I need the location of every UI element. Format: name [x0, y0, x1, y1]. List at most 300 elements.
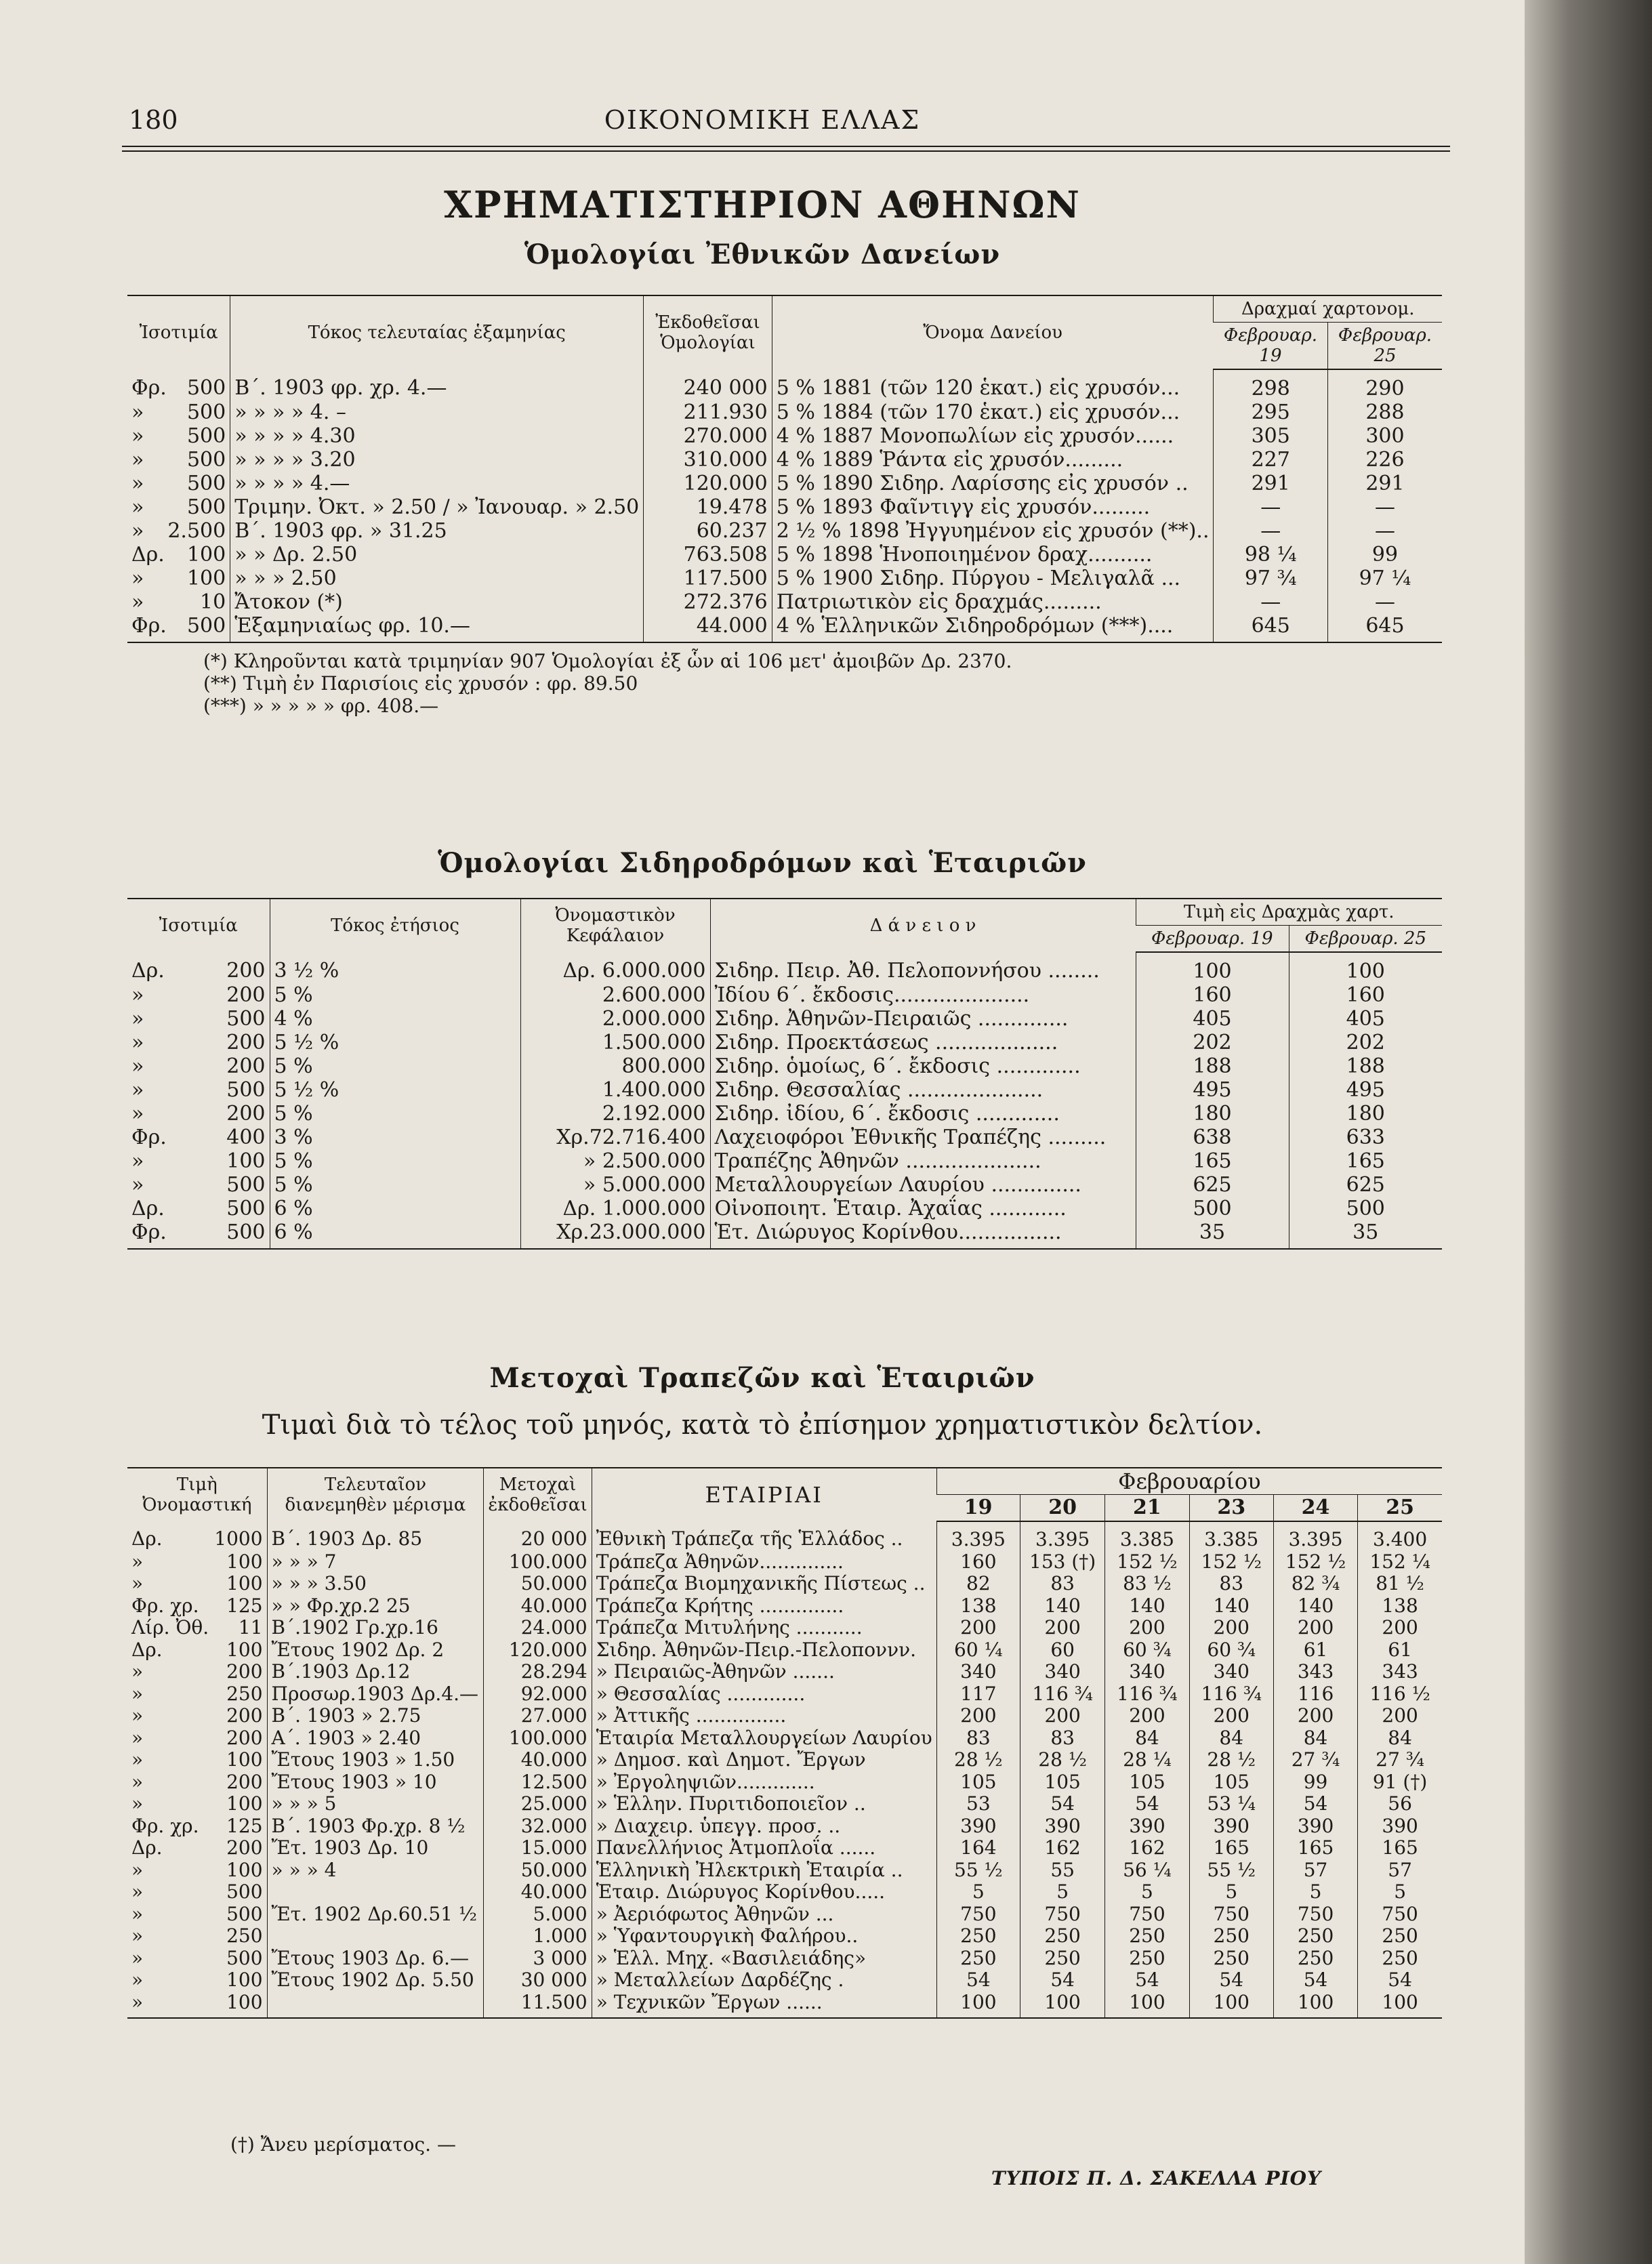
company-name-cell: » Ἑλλην. Πυριτιδοποιεῖον ..: [592, 1793, 936, 1815]
price-cell: 165: [1273, 1837, 1357, 1859]
tokos-cell: 5 ½ %: [270, 1078, 520, 1102]
table-row: [127, 1007, 1442, 1031]
tokos-cell: » » » 2.50: [230, 567, 644, 590]
ekdothisai-cell: 240 000: [644, 369, 772, 400]
loan-name-cell: Ἰδίου 6΄. ἔκδοσις.....................: [710, 983, 1136, 1007]
nominal-value: 500: [226, 1220, 266, 1244]
tokos-cell: Ἄτοκον (*): [230, 590, 644, 614]
shares-issued-cell: 100.000: [484, 1727, 592, 1750]
table-row: [127, 1793, 1442, 1815]
nominal-value-cell: [127, 1639, 267, 1662]
nominal-value-cell: [127, 1617, 267, 1639]
nominal-value: 500: [186, 614, 226, 638]
footnote: (***) » » » » » φρ. 408.—: [203, 695, 439, 717]
price-cell: 250: [1189, 1925, 1273, 1948]
price-cell: 140: [1273, 1595, 1357, 1618]
price-cell: 160: [936, 1551, 1020, 1573]
price-cell: 495: [1136, 1078, 1289, 1102]
company-name-cell: » Ἐργοληψιῶν.............: [592, 1771, 936, 1794]
price-cell: 27 ¾: [1273, 1749, 1357, 1771]
tokos-cell: Ἑξαμηνιαίως φρ. 10.—: [230, 614, 644, 642]
nominal-value-cell: [127, 1705, 267, 1727]
ekdothisai-cell: 763.508: [644, 543, 772, 567]
price-cell: 55 ½: [936, 1859, 1020, 1882]
currency: Φρ.: [131, 614, 167, 638]
capital-cell: » 5.000.000: [520, 1173, 710, 1197]
nominal-value-cell: [127, 983, 270, 1007]
tokos-cell: 6 %: [270, 1220, 520, 1249]
price-cell: 390: [936, 1815, 1020, 1838]
price-cell: 152 ½: [1273, 1551, 1357, 1573]
table-row: [127, 1749, 1442, 1771]
nominal-value: 200: [226, 983, 266, 1007]
col-day: 24: [1273, 1495, 1357, 1522]
tokos-cell: Τριμην. Ὀκτ. » 2.50 / » Ἰανουαρ. » 2.50: [230, 495, 644, 519]
ekdothisai-cell: 44.000: [644, 614, 772, 642]
shares-issued-cell: 28.294: [484, 1661, 592, 1683]
price-cell: 54: [1020, 1969, 1105, 1992]
price-cell: 83: [1020, 1573, 1105, 1595]
section3-intro: Τιμαὶ διὰ τὸ τέλος τοῦ μηνός, κατὰ τὸ ἐπίσημον χρηματιστικὸν δελτίον.: [262, 1409, 1263, 1441]
loan-name-cell: Πατριωτικὸν εἰς δραχμάς.........: [772, 590, 1214, 614]
table-row: [127, 1197, 1442, 1220]
nominal-value: 400: [226, 1126, 266, 1149]
nominal-value-cell: [127, 1727, 267, 1750]
price-cell: 750: [1358, 1903, 1442, 1926]
price-cell: 625: [1289, 1173, 1442, 1197]
price-cell: 645: [1214, 614, 1327, 642]
price-cell: 200: [1358, 1705, 1442, 1727]
shares-issued-cell: 27.000: [484, 1705, 592, 1727]
currency: »: [131, 1682, 144, 1705]
table-row: [127, 1969, 1442, 1992]
nominal-value: 1000: [214, 1527, 263, 1550]
table-row: [127, 1815, 1442, 1838]
price-cell: 300: [1327, 424, 1442, 448]
price-cell: 298: [1214, 369, 1327, 400]
nominal-value-cell: [127, 1925, 267, 1948]
header-rule: [122, 150, 1450, 152]
nominal-value-cell: [127, 1881, 267, 1903]
price-cell: 340: [1189, 1661, 1273, 1683]
col-isotimia: Ἰσοτιμία: [127, 295, 230, 369]
price-cell: 3.385: [1105, 1521, 1189, 1551]
loan-name-cell: 5 % 1893 Φαῖντιγγ εἰς χρυσόν.........: [772, 495, 1214, 519]
shares-issued-cell: 20 000: [484, 1521, 592, 1551]
nominal-value-cell: [127, 448, 230, 472]
price-cell: 633: [1289, 1126, 1442, 1149]
nominal-value: 200: [226, 1660, 263, 1683]
loan-name-cell: Ἑτ. Διώρυγος Κορίνθου................: [710, 1220, 1136, 1249]
nominal-value-cell: [127, 1683, 267, 1706]
dividend-cell: » » Φρ.χρ.2 25: [267, 1595, 484, 1618]
price-cell: 405: [1136, 1007, 1289, 1031]
loan-name-cell: 5 % 1890 Σιδηρ. Λαρίσσης εἰς χρυσόν ..: [772, 472, 1214, 495]
section3-subtitle: Μετοχαὶ Τραπεζῶν καὶ Ἑταιριῶν: [489, 1362, 1035, 1394]
currency: Φρ.: [131, 376, 167, 400]
tokos-cell: » » » » 4.—: [230, 472, 644, 495]
price-cell: 56: [1358, 1793, 1442, 1815]
price-cell: 291: [1214, 472, 1327, 495]
table-row: [127, 1054, 1442, 1078]
price-cell: 100: [1289, 952, 1442, 983]
tokos-cell: » » » » 3.20: [230, 448, 644, 472]
company-name-cell: » Τεχνικῶν Ἔργων ......: [592, 1992, 936, 2019]
nominal-value-cell: [127, 1031, 270, 1054]
nominal-value: 200: [226, 1726, 263, 1749]
dividend-cell: Ἔτους 1902 Δρ. 2: [267, 1639, 484, 1662]
company-name-cell: » Ἀττικῆς ...............: [592, 1705, 936, 1727]
loan-name-cell: 4 % 1889 Ῥάντα εἰς χρυσόν.........: [772, 448, 1214, 472]
tokos-cell: 5 %: [270, 1102, 520, 1126]
nominal-value-cell: [127, 590, 230, 614]
shares-issued-cell: 50.000: [484, 1859, 592, 1882]
nominal-value: 200: [226, 1054, 266, 1078]
table-row: [127, 448, 1442, 472]
running-title: ΟΙΚΟΝΟΜΙΚΗ ΕΛΛΑΣ: [604, 105, 921, 135]
price-cell: 250: [1020, 1948, 1105, 1970]
dividend-cell: Ἔτους 1902 Δρ. 5.50: [267, 1969, 484, 1992]
price-cell: 5: [1358, 1881, 1442, 1903]
price-cell: 343: [1273, 1661, 1357, 1683]
price-cell: —: [1327, 590, 1442, 614]
table-row: [127, 590, 1442, 614]
price-cell: 200: [936, 1705, 1020, 1727]
nominal-value: 100: [226, 1638, 263, 1661]
price-cell: 61: [1273, 1639, 1357, 1662]
nominal-value-cell: [127, 1173, 270, 1197]
company-name-cell: » Διαχειρ. ὑπεγγ. προσ. ..: [592, 1815, 936, 1838]
tokos-cell: » » » » 4.30: [230, 424, 644, 448]
nominal-value: 500: [226, 1173, 266, 1197]
table-row: [127, 1126, 1442, 1149]
price-cell: 53 ¼: [1189, 1793, 1273, 1815]
loan-name-cell: 5 % 1898 Ἡνοποιημένον δραχ..........: [772, 543, 1214, 567]
price-cell: 164: [936, 1837, 1020, 1859]
tokos-cell: 3 %: [270, 1126, 520, 1149]
price-cell: 290: [1327, 369, 1442, 400]
price-cell: 250: [1105, 1925, 1189, 1948]
currency: »: [131, 1054, 144, 1078]
price-cell: 500: [1289, 1197, 1442, 1220]
table-row: [127, 1521, 1442, 1551]
col-day: 23: [1189, 1495, 1273, 1522]
price-cell: 54: [1189, 1969, 1273, 1992]
dividend-cell: » » » 7: [267, 1551, 484, 1573]
price-cell: 227: [1214, 448, 1327, 472]
currency: »: [131, 1031, 144, 1054]
table-row: [127, 983, 1442, 1007]
loan-name-cell: 4 % 1887 Μονοπωλίων εἰς χρυσόν......: [772, 424, 1214, 448]
currency: »: [131, 1704, 144, 1727]
col-date1: Φεβρουαρ. 19: [1214, 323, 1327, 370]
shares-issued-cell: 100.000: [484, 1551, 592, 1573]
nominal-value-cell: [127, 1859, 267, 1882]
price-cell: 28 ¼: [1105, 1749, 1189, 1771]
currency: Φρ.: [131, 1126, 167, 1149]
table-row: [127, 1837, 1442, 1859]
price-cell: 100: [1273, 1992, 1357, 2019]
nominal-value: 100: [186, 567, 226, 590]
table-row: [127, 1683, 1442, 1706]
dividend-cell: Β΄.1902 Γρ.χρ.16: [267, 1617, 484, 1639]
capital-cell: 1.400.000: [520, 1078, 710, 1102]
table-row: [127, 1639, 1442, 1662]
price-cell: 84: [1273, 1727, 1357, 1750]
col-ekdothisai: Ἐκδοθεῖσαι Ὁμολογίαι: [644, 295, 772, 369]
nominal-value: 100: [226, 1858, 263, 1881]
currency: »: [131, 1925, 144, 1947]
price-cell: 91 (†): [1358, 1771, 1442, 1794]
price-cell: 200: [936, 1617, 1020, 1639]
nominal-value: 100: [226, 1550, 263, 1573]
nominal-value-cell: [127, 400, 230, 424]
dividend-cell: Προσωρ.1903 Δρ.4.—: [267, 1683, 484, 1706]
nominal-value: 250: [226, 1925, 263, 1947]
col-isotimia: Ἰσοτιμία: [127, 899, 270, 952]
ekdothisai-cell: 120.000: [644, 472, 772, 495]
col-tokos: Τόκος ἐτήσιος: [270, 899, 520, 952]
nominal-value: 500: [186, 472, 226, 495]
price-cell: 250: [1020, 1925, 1105, 1948]
price-cell: 28 ½: [936, 1749, 1020, 1771]
ekdothisai-cell: 117.500: [644, 567, 772, 590]
price-cell: 54: [1105, 1969, 1189, 1992]
tokos-cell: 6 %: [270, 1197, 520, 1220]
price-cell: —: [1327, 519, 1442, 543]
col-kefalaio: Ὀνομαστικὸν Κεφάλαιον: [520, 899, 710, 952]
price-cell: 83: [1189, 1573, 1273, 1595]
shares-issued-cell: 12.500: [484, 1771, 592, 1794]
nominal-value: 500: [226, 1197, 266, 1220]
nominal-value-cell: [127, 369, 230, 400]
capital-cell: » 2.500.000: [520, 1149, 710, 1173]
price-cell: 35: [1289, 1220, 1442, 1249]
price-cell: 138: [1358, 1595, 1442, 1618]
currency: »: [131, 1990, 144, 2013]
col-metoxai: Μετοχαὶ ἐκδοθεῖσαι: [484, 1468, 592, 1521]
price-cell: 105: [936, 1771, 1020, 1794]
nominal-value-cell: [127, 1793, 267, 1815]
price-cell: 83: [1020, 1727, 1105, 1750]
shares-issued-cell: 15.000: [484, 1837, 592, 1859]
price-cell: 250: [936, 1948, 1020, 1970]
shares-issued-cell: 50.000: [484, 1573, 592, 1595]
nominal-value: 500: [226, 1946, 263, 1969]
currency: »: [131, 472, 144, 495]
price-cell: 188: [1136, 1054, 1289, 1078]
dividend-cell: Α΄. 1903 » 2.40: [267, 1727, 484, 1750]
nominal-value: 11: [238, 1616, 263, 1639]
capital-cell: 2.600.000: [520, 983, 710, 1007]
nominal-value: 10: [200, 590, 226, 614]
col-date2: Φεβρουαρ. 25: [1289, 926, 1442, 953]
nominal-value: 125: [226, 1594, 263, 1617]
price-cell: 638: [1136, 1126, 1289, 1149]
price-cell: 60 ¾: [1189, 1639, 1273, 1662]
table-row: [127, 1595, 1442, 1618]
nominal-value-cell: [127, 1815, 267, 1838]
dividend-cell: [267, 1925, 484, 1948]
company-name-cell: Τράπεζα Μιτυλήνης ...........: [592, 1617, 936, 1639]
currency: Δρ.: [131, 543, 165, 567]
price-cell: 100: [1105, 1992, 1189, 2019]
currency: Δρ.: [131, 1638, 163, 1661]
section1-subtitle: Ὁμολογίαι Ἐθνικῶν Δανείων: [524, 239, 1001, 270]
table-row: [127, 1102, 1442, 1126]
price-cell: 295: [1214, 400, 1327, 424]
price-cell: 105: [1189, 1771, 1273, 1794]
currency: »: [131, 519, 144, 543]
price-cell: 60: [1020, 1639, 1105, 1662]
price-cell: 27 ¾: [1358, 1749, 1442, 1771]
nominal-value-cell: [127, 1948, 267, 1970]
loan-name-cell: Τραπέζης Ἀθηνῶν .....................: [710, 1149, 1136, 1173]
nominal-value-cell: [127, 1749, 267, 1771]
loan-name-cell: Οἰνοποιητ. Ἑταιρ. Ἀχαΐας ............: [710, 1197, 1136, 1220]
price-cell: 3.400: [1358, 1521, 1442, 1551]
header-rule: [122, 146, 1450, 147]
ekdothisai-cell: 310.000: [644, 448, 772, 472]
price-cell: 250: [1358, 1948, 1442, 1970]
nominal-value-cell: [127, 1771, 267, 1794]
table-row: [127, 614, 1442, 642]
dividend-cell: Ἔτ. 1902 Δρ.60.51 ½: [267, 1903, 484, 1926]
currency: Φρ. χρ.: [131, 1814, 199, 1837]
col-group-timi: Τιμὴ εἰς Δραχμὰς χαρτ.: [1136, 899, 1442, 926]
price-cell: 83 ½: [1105, 1573, 1189, 1595]
price-cell: 200: [1189, 1617, 1273, 1639]
price-cell: 180: [1136, 1102, 1289, 1126]
shares-issued-cell: 3 000: [484, 1948, 592, 1970]
price-cell: 100: [1020, 1992, 1105, 2019]
ekdothisai-cell: 272.376: [644, 590, 772, 614]
price-cell: 97 ¾: [1214, 567, 1327, 590]
nominal-value: 200: [226, 1031, 266, 1054]
company-name-cell: Τράπεζα Ἀθηνῶν..............: [592, 1551, 936, 1573]
price-cell: 165: [1289, 1149, 1442, 1173]
currency: Φρ.: [131, 1220, 167, 1244]
currency: »: [131, 1858, 144, 1881]
table-row: [127, 1727, 1442, 1750]
nominal-value: 200: [226, 1704, 263, 1727]
price-cell: 750: [1189, 1903, 1273, 1926]
table-row: [127, 1031, 1442, 1054]
nominal-value: 100: [226, 1969, 263, 1991]
price-cell: 750: [936, 1903, 1020, 1926]
book-gutter: [1525, 0, 1652, 2264]
loan-name-cell: 2 ½ % 1898 Ἠγγυημένον εἰς χρυσόν (**)..: [772, 519, 1214, 543]
nominal-value-cell: [127, 472, 230, 495]
currency: »: [131, 1902, 144, 1925]
table-row: [127, 543, 1442, 567]
price-cell: 28 ½: [1189, 1749, 1273, 1771]
price-cell: 54: [1273, 1969, 1357, 1992]
price-cell: 28 ½: [1020, 1749, 1105, 1771]
nominal-value-cell: [127, 1007, 270, 1031]
shares-issued-cell: 32.000: [484, 1815, 592, 1838]
nominal-value: 500: [226, 1007, 266, 1031]
currency: »: [131, 1660, 144, 1683]
currency: »: [131, 983, 144, 1007]
ekdothisai-cell: 19.478: [644, 495, 772, 519]
col-date1: Φεβρουαρ. 19: [1136, 926, 1289, 953]
table-row: [127, 1881, 1442, 1903]
dividend-cell: Ἔτ. 1903 Δρ. 10: [267, 1837, 484, 1859]
price-cell: 250: [1105, 1948, 1189, 1970]
price-cell: 200: [1020, 1617, 1105, 1639]
price-cell: 54: [1105, 1793, 1189, 1815]
nominal-value-cell: [127, 495, 230, 519]
price-cell: 390: [1105, 1815, 1189, 1838]
table-row: [127, 1220, 1442, 1249]
price-cell: 390: [1189, 1815, 1273, 1838]
col-tokos: Τόκος τελευταίας ἑξαμηνίας: [230, 295, 644, 369]
price-cell: 226: [1327, 448, 1442, 472]
price-cell: 105: [1020, 1771, 1105, 1794]
price-cell: 100: [936, 1992, 1020, 2019]
nominal-value-cell: [127, 1551, 267, 1573]
price-cell: 152 ½: [1189, 1551, 1273, 1573]
shares-issued-cell: 11.500: [484, 1992, 592, 2019]
currency: »: [131, 590, 144, 614]
table-row: [127, 567, 1442, 590]
loan-name-cell: Σιδηρ. Ἀθηνῶν-Πειραιῶς ..............: [710, 1007, 1136, 1031]
price-cell: 250: [1273, 1948, 1357, 1970]
price-cell: 53: [936, 1793, 1020, 1815]
price-cell: 54: [1358, 1969, 1442, 1992]
section1-footnotes: [203, 650, 1012, 717]
capital-cell: Χρ.72.716.400: [520, 1126, 710, 1149]
nominal-value-cell: [127, 614, 230, 642]
currency: »: [131, 1792, 144, 1815]
price-cell: 82 ¾: [1273, 1573, 1357, 1595]
shares-issued-cell: 24.000: [484, 1617, 592, 1639]
price-cell: 57: [1358, 1859, 1442, 1882]
price-cell: 55: [1020, 1859, 1105, 1882]
currency: »: [131, 1078, 144, 1102]
price-cell: 340: [936, 1661, 1020, 1683]
price-cell: 99: [1273, 1771, 1357, 1794]
price-cell: 60 ¾: [1105, 1639, 1189, 1662]
nominal-value: 200: [226, 1770, 263, 1793]
loan-name-cell: Σιδηρ. Προεκτάσεως ...................: [710, 1031, 1136, 1054]
section2-subtitle: Ὁμολογίαι Σιδηροδρόμων καὶ Ἑταιριῶν: [438, 847, 1087, 879]
capital-cell: 1.500.000: [520, 1031, 710, 1054]
price-cell: 35: [1136, 1220, 1289, 1249]
price-cell: 84: [1358, 1727, 1442, 1750]
price-cell: 200: [1358, 1617, 1442, 1639]
nominal-value-cell: [127, 1220, 270, 1249]
footnote: (**) Τιμὴ ἐν Παρισίοις εἰς χρυσόν : φρ. 89.50: [203, 672, 638, 695]
price-cell: 200: [1189, 1705, 1273, 1727]
tokos-cell: 3 ½ %: [270, 952, 520, 983]
company-name-cell: » Ἀεριόφωτος Ἀθηνῶν ...: [592, 1903, 936, 1926]
table-row: [127, 1173, 1442, 1197]
price-cell: 153 (†): [1020, 1551, 1105, 1573]
nominal-value: 500: [186, 400, 226, 424]
currency: »: [131, 1173, 144, 1197]
price-cell: 84: [1189, 1727, 1273, 1750]
nominal-value-cell: [127, 1661, 267, 1683]
currency: »: [131, 1748, 144, 1771]
company-name-cell: Πανελλήνιος Ἀτμοπλοΐα ......: [592, 1837, 936, 1859]
price-cell: 750: [1273, 1903, 1357, 1926]
table-row: [127, 1948, 1442, 1970]
col-month: Φεβρουαρίου: [936, 1468, 1442, 1495]
currency: »: [131, 400, 144, 424]
table-row: [127, 1992, 1442, 2019]
